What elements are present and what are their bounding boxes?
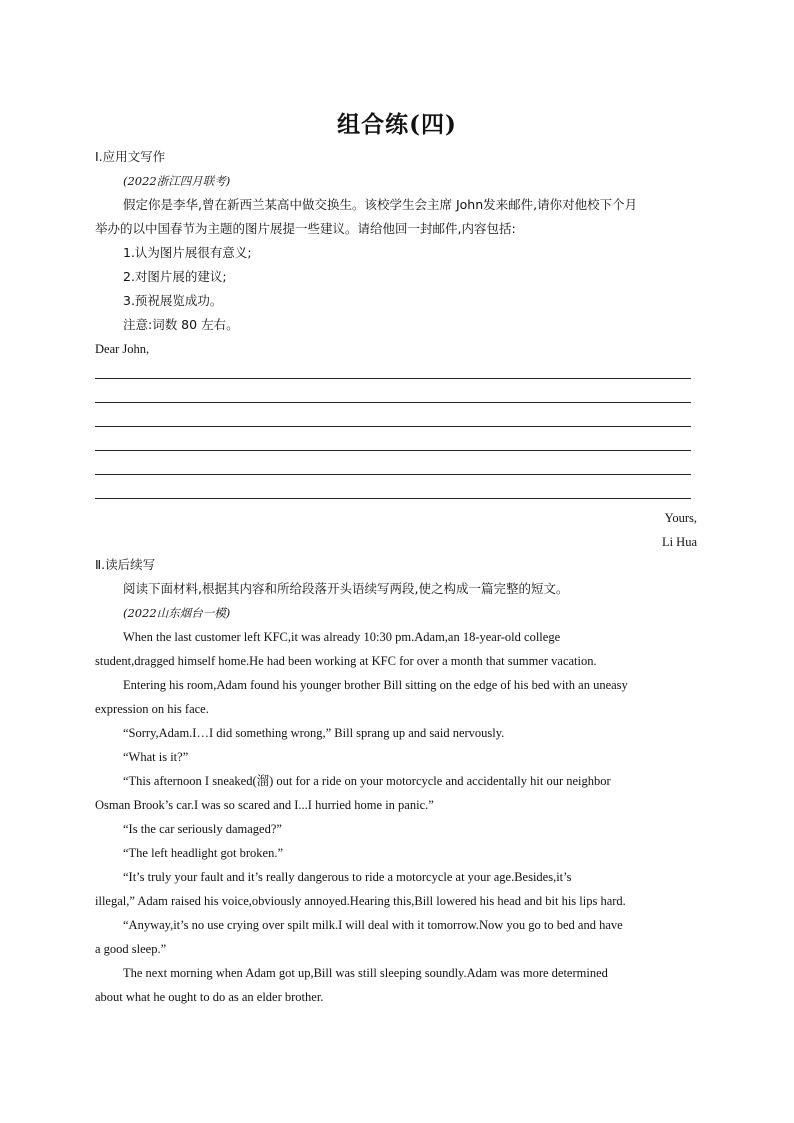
letter-greeting: Dear John, (95, 342, 150, 356)
passage-line: about what he ought to do as an elder brother. (95, 990, 324, 1004)
letter-signature: Li Hua (661, 535, 697, 549)
answer-line (95, 402, 691, 403)
page-title: 组合练(四) (337, 111, 457, 138)
section-source: (2022浙江四月联考) (123, 174, 231, 188)
section-heading-continuation: Ⅱ.读后续写 (95, 557, 156, 572)
passage-line: a good sleep.” (95, 942, 167, 956)
requirement-item: 3.预祝展览成功。 (123, 293, 223, 308)
word-count-note: 注意:词数 80 左右。 (123, 317, 239, 332)
answer-line (95, 378, 691, 379)
section-instruction: 阅读下面材料,根据其内容和所给段落开头语续写两段,使之构成一篇完整的短文。 (123, 581, 569, 596)
passage-line: “It’s truly your fault and it’s really dangerous to ride a motorcycle at your age.Besides,it’s (123, 870, 572, 884)
passage-line: Osman Brook’s car.I was so scared and I...I hurried home in panic.” (95, 798, 434, 812)
passage-line: “Sorry,Adam.I…I did something wrong,” Bill sprang up and said nervously. (123, 726, 505, 740)
passage-line: “What is it?” (123, 750, 189, 764)
letter-closing: Yours, (664, 511, 697, 525)
section-source: (2022山东烟台一模) (123, 606, 231, 620)
passage-line: Entering his room,Adam found his younger brother Bill sitting on the edge of his bed with an uneasy (123, 678, 628, 692)
passage-line: When the last customer left KFC,it was already 10:30 pm.Adam,an 18-year-old college (123, 630, 561, 644)
answer-line (95, 498, 691, 499)
passage-line: “Anyway,it’s no use crying over spilt milk.I will deal with it tomorrow.Now you go to bed and have (123, 918, 623, 932)
answer-line (95, 426, 691, 427)
prompt-line: 假定你是李华,曾在新西兰某高中做交换生。该校学生会主席 John发来邮件,请你对他校下个月 (123, 197, 638, 212)
passage-line: expression on his face. (95, 702, 209, 716)
passage-line: student,dragged himself home.He had been working at KFC for over a month that summer vacation. (95, 654, 597, 668)
passage-line: “The left headlight got broken.” (123, 846, 284, 860)
section-heading-writing: Ⅰ.应用文写作 (95, 149, 166, 164)
passage-line: illegal,” Adam raised his voice,obviously annoyed.Hearing this,Bill lowered his head and bit his lips hard. (95, 894, 626, 908)
passage-line: “This afternoon I sneaked(溜) out for a ride on your motorcycle and accidentally hit our neighbor (123, 774, 611, 788)
passage-line: The next morning when Adam got up,Bill was still sleeping soundly.Adam was more determined (123, 966, 608, 980)
answer-line (95, 450, 691, 451)
requirement-item: 1.认为图片展很有意义; (123, 245, 252, 260)
requirement-item: 2.对图片展的建议; (123, 269, 227, 284)
prompt-line: 举办的以中国春节为主题的图片展提一些建议。请给他回一封邮件,内容包括: (95, 221, 516, 236)
answer-line (95, 474, 691, 475)
passage-line: “Is the car seriously damaged?” (123, 822, 282, 836)
